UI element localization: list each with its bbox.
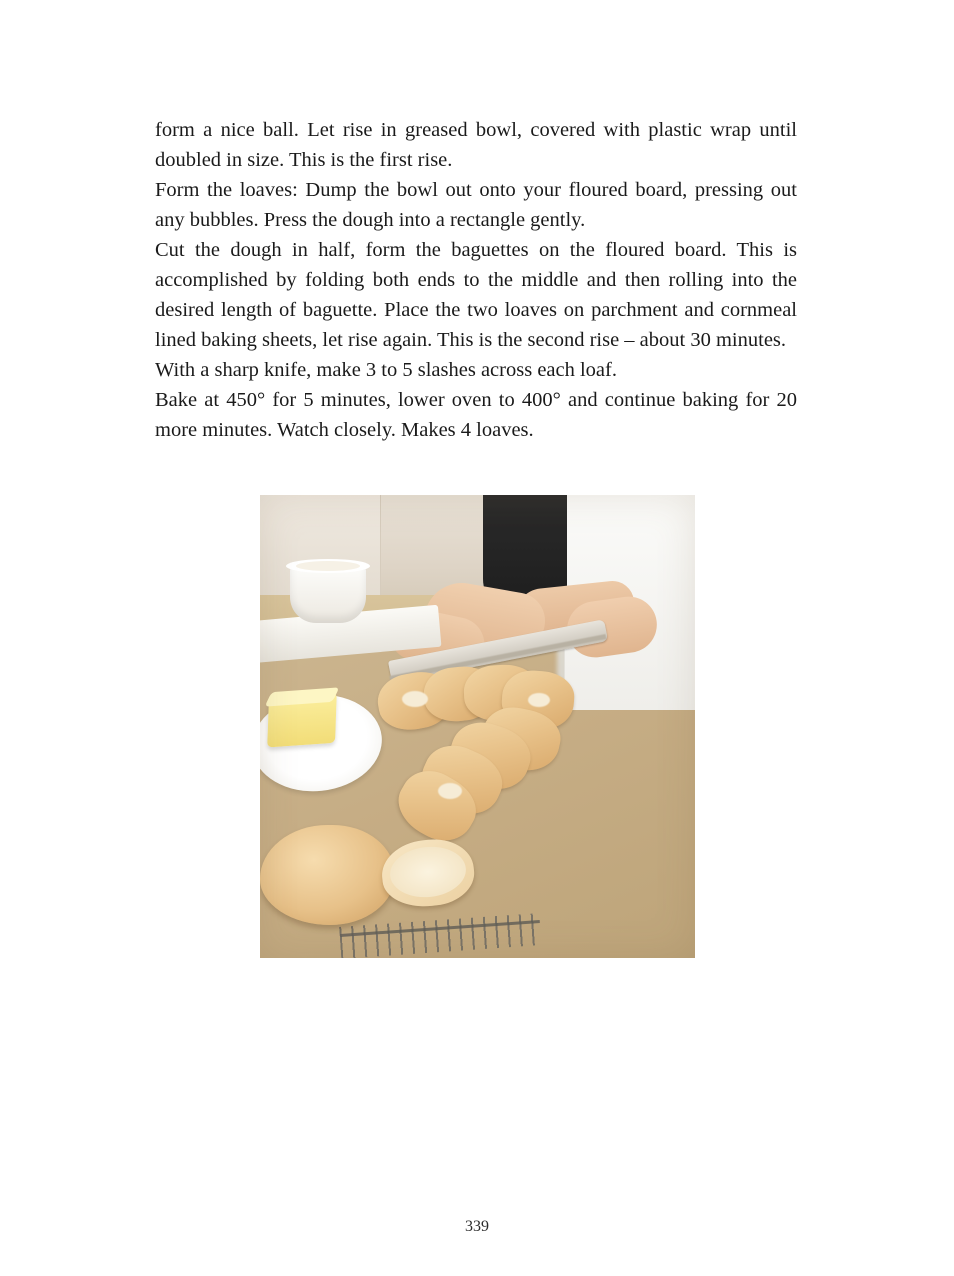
paragraph-4: With a sharp knife, make 3 to 5 slashes across each loaf. [155,359,617,381]
paragraph-3: Cut the dough in half, form the baguettes on the floured board. This is accomplished by folding both ends to the middle and then rolling into the desired length of baguette. Place the two loaves on parchment and cornmeal lined baking sheets, let rise again. This is the second rise – about 30 minutes. [155,239,797,351]
recipe-photo [260,495,695,958]
paragraph-5: Bake at 450° for 5 minutes, lower oven to 400° and continue baking for 20 more minutes. Watch closely. Makes 4 loaves. [155,389,797,441]
paragraph-2: Form the loaves: Dump the bowl out onto your floured board, pressing out any bubbles. Press the dough into a rectangle gently. [155,179,797,231]
page-number: 339 [465,1218,489,1235]
photo-bowl-flour [296,561,360,571]
photo-flour-bowl [290,565,366,623]
photo-whole-loaf [260,825,395,925]
photo-canvas [260,495,695,958]
photo-bread-crumb [402,691,428,707]
recipe-body [155,115,797,445]
photo-bread-crumb [528,693,550,707]
photo-sliced-baguette [378,665,583,860]
paragraph-1: form a nice ball. Let rise in greased bowl, covered with plastic wrap until doubled in size. This is the first rise. [155,119,797,171]
photo-bread-crumb [438,783,462,799]
